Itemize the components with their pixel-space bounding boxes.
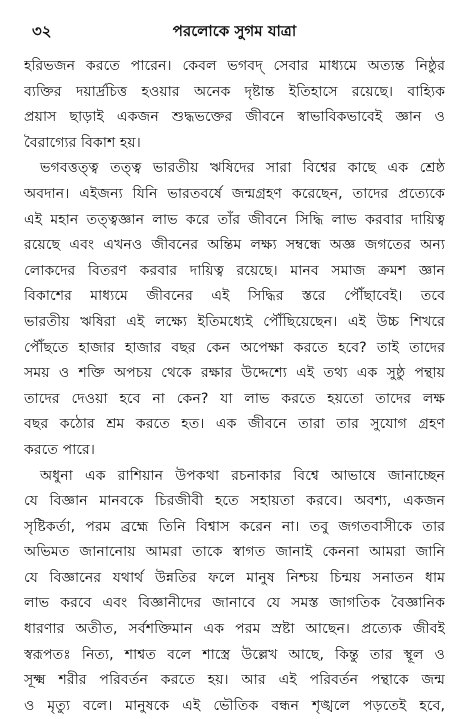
text-line: এই মহান তত্ত্বজ্ঞান লাভ করে তাঁর জীবনে সিদ্ধি লাভ করবার দায়িত্ব [24,208,445,234]
text-line: অধুনা এক রাশিয়ান উপকথা রচনাকার বিশ্বে আভাষে জানাচ্ছেন [24,464,445,490]
paragraph-1 [24,54,445,156]
text-line: যে বিজ্ঞানের যথার্থ উন্নতির ফলে মানুষ নিশ্চয় চিন্ময় সনাতন ধাম [24,566,445,592]
text-line: বিকাশের মাধ্যমে জীবনের এই সিদ্ধির স্তরে পৌঁছাবেই। তবে [24,284,445,310]
text-line: ভগবত্তত্ত্ব তত্ত্ব ভারতীয় ঋষিদের সারা বিশ্বের কাছে এক শ্রেষ্ঠ [24,156,445,182]
page-header [24,18,445,44]
text-line: করতে পারে। [24,438,445,464]
text-line: প্রয়াস ছাড়াই একজন শুদ্ধভক্তের জীবনে স্বাভাবিকভাবেই জ্ঞান ও [24,105,445,131]
text-line: স্বরূপতঃ নিত্য, শাশ্বত বলে শাস্ত্রে উল্লেখ আছে, কিন্তু তার স্থূল ও [24,643,445,669]
text-line: অভিমত জানানোয় আমরা তাকে স্বাগত জানাই কেননা আমরা জানি [24,540,445,566]
text-line: তাদের দেওয়া হবে না কেন? যা লাভ করতে হয়তো তাদের লক্ষ [24,387,445,413]
text-line: ব্যক্তির দয়ার্দ্রচিত্ত হওয়ার অনেক দৃষ্টান্ত ইতিহাসে রয়েছে। বাহ্যিক [24,80,445,106]
text-line: লোকদের বিতরণ করবার দায়িত্ব রয়েছে। মানব সমাজ ক্রমশ জ্ঞান [24,259,445,285]
text-line: বৈরাগ্যের বিকাশ হয়। [24,131,445,157]
text-line: বছর কঠোর শ্রম করতে হত। এক জীবনে তারা তার সুযোগ গ্রহণ [24,412,445,438]
body-text [24,54,445,719]
text-line: লাভ করবে এবং বিজ্ঞানীদের জানাবে যে সমস্ত জাগতিক বৈজ্ঞানিক [24,591,445,617]
text-line: সৃষ্টিকর্তা, পরম ব্রহ্মে তিনি বিশ্বাস করেন না। তবু জগতবাসীকে তার [24,515,445,541]
text-line: রয়েছে এবং এখনও জীবনের অন্তিম লক্ষ্য সম্বন্ধে অজ্ঞ জগতের অন্য [24,233,445,259]
text-line: ও মৃত্যু বলে। মানুষকে এই ভৌতিক বন্ধন শৃঙ্খলে পড়তেই হবে, [24,694,445,719]
paragraph-3 [24,464,445,719]
text-line: পৌঁছতে হাজার হাজার বছর কেন অপেক্ষা করতে হবে? তাই তাদের [24,336,445,362]
text-line: অবদান। এইজন্য যিনি ভারতবর্ষে জন্মগ্রহণ করেছেন, তাদের প্রত্যেকে [24,182,445,208]
running-title: পরলোকে সুগম যাত্রা [24,20,445,45]
page-number: ৩২ [32,20,52,45]
text-line: হরিভজন করতে পারেন। কেবল ভগবদ্ সেবার মাধ্যমে অত্যন্ত নিষ্ঠুর [24,54,445,80]
text-line: সূক্ষ্ম শরীর পরিবর্তন করতে হয়। আর এই পরিবর্তন পন্থাকে জন্ম [24,668,445,694]
text-line: যে বিজ্ঞান মানবকে চিরজীবী হতে সহায়তা করবে। অবশ্য, একজন [24,489,445,515]
text-line: ভারতীয় ঋষিরা এই লক্ষ্যে ইতিমধ্যেই পৌঁছিয়েছেন। এই উচ্চ শিখরে [24,310,445,336]
paragraph-2 [24,156,445,463]
text-line: সময় ও শক্তি অপচয় থেকে রক্ষার উদ্দেশ্যে এই তথ্য এক সুষ্ঠু পন্থায় [24,361,445,387]
text-line: ধারণার অতীত, সর্বশক্তিমান এক পরম স্রষ্টা আছেন। প্রত্যেক জীবই [24,617,445,643]
